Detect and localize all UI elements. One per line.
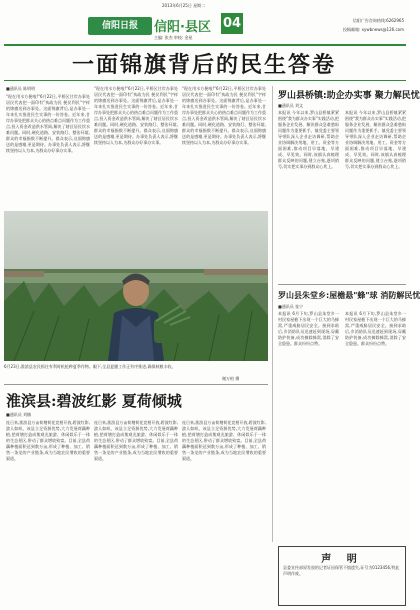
huaibin-headline: 淮滨县:碧波红影 夏荷倾城 — [6, 392, 182, 410]
ad-hotline: 信阳广告咨询热线:6262965 — [352, 18, 404, 23]
header-rule — [4, 44, 406, 46]
luoshan-byline: ■通讯员 刘文 — [278, 103, 304, 108]
editor-credits: 主编: 张杰 审校: 金星 — [154, 35, 193, 40]
right-rule — [278, 284, 406, 285]
main-body-col1: "现在用水方便啦!"6月22日,平桥区甘岸办事处居民代表把一面印有"执政为民 便民利民"字样的锦旗送到办事处。这面锦旗背后,是办事处一年来扎实推进民生实事的一份答卷。近年来,甘岸办事处把群众关心的热点难点问题作为工作重点,投入资金改造供水管网,解决了辖区居民饮水难问题。同时,硬化道路、安装路灯、整治环境,群众的幸福指数不断提升。群众表示,这面锦旗送的是感谢,更是期待。办事处负责人表示,将继续坚持以人为本,为群众办好事办实事。 — [6, 94, 90, 153]
main-byline: ■通讯员 陈明明 — [6, 86, 36, 91]
main-body-col3: "现在用水方便啦!"6月22日,平桥区甘岸办事处居民代表把一面印有"执政为民 便民利民"字样的锦旗送到办事处。这面锦旗背后,是办事处一年来扎实推进民生实事的一份答卷。近年来,甘岸办事处把群众关心的热点难点问题作为工作重点,投入资金改造供水管网,解决了辖区居民饮水难问题。同时,硬化道路、安装路灯、整治环境,群众的幸福指数不断提升。群众表示,这面锦旗送的是感谢,更是期待。办事处负责人表示,将继续坚持以人为本,为群众办好事办实事。 — [182, 86, 266, 145]
luoshan-headline: 罗山县桥镇:助企办实事 聚力解民忧 — [278, 91, 420, 101]
zhutang-body-col1: 本报讯 6月下旬,罗山县朱堂乡一村民家屋檐下出现一个巨大的马蜂窝,严重威胁居民安全。接到求助后,乡消防队员迅速赶到现场,穿戴防护装备,成功摘除蜂窝,消除了安全隐患。群众纷纷点赞。 — [278, 311, 339, 346]
huaibin-body-col2: 连日来,淮滨县万亩荷塘荷花竞相开放,碧波红影,游人如织。该县立足资源优势,大力发展荷藕种植,把荷塘打造成集观光旅游、休闲娱乐于一体的生态景区,带动了群众增收致富。目前,全县荷藕种植面积达到数万亩,形成了种植、加工、销售一条龙的产业链条,成为当地农民增收的重要渠道。 — [94, 420, 178, 461]
masthead — [88, 8, 406, 42]
zhutang-body-col2: 本报讯 6月下旬,罗山县朱堂乡一村民家屋檐下出现一个巨大的马蜂窝,严重威胁居民安全。接到求助后,乡消防队员迅速赶到现场,穿戴防护装备,成功摘除蜂窝,消除了安全隐患。群众纷纷点赞。 — [345, 311, 406, 346]
submission-email: 投稿邮箱: xywbnews@126.com — [343, 27, 404, 32]
section-title: 信阳·县区 — [154, 20, 211, 35]
huaibin-body-col1: 连日来,淮滨县万亩荷塘荷花竞相开放,碧波红影,游人如织。该县立足资源优势,大力发展荷藕种植,把荷塘打造成集观光旅游、休闲娱乐于一体的生态景区,带动了群众增收致富。目前,全县荷藕种植面积达到数万亩,形成了种植、加工、销售一条龙的产业链条,成为当地农民增收的重要渠道。 — [6, 420, 90, 461]
huaibin-body-col3: 连日来,淮滨县万亩荷塘荷花竞相开放,碧波红影,游人如织。该县立足资源优势,大力发展荷藕种植,把荷塘打造成集观光旅游、休闲娱乐于一体的生态景区,带动了群众增收致富。目前,全县荷藕种植面积达到数万亩,形成了种植、加工、销售一条龙的产业链条,成为当地农民增收的重要渠道。 — [182, 420, 266, 461]
main-body-col2: "现在用水方便啦!"6月22日,平桥区甘岸办事处居民代表把一面印有"执政为民 便民利民"字样的锦旗送到办事处。这面锦旗背后,是办事处一年来扎实推进民生实事的一份答卷。近年来,甘岸办事处把群众关心的热点难点问题作为工作重点,投入资金改造供水管网,解决了辖区居民饮水难问题。同时,硬化道路、安装路灯、整治环境,群众的幸福指数不断提升。群众表示,这面锦旗送的是感谢,更是期待。办事处负责人表示,将继续坚持以人为本,为群众办好事办实事。 — [94, 86, 178, 145]
luoshan-body-col2: 本报讯 今年以来,罗山县桥镇紧紧围绕"我为群众办实事"实践活动,把服务企业发展、解决群众急难愁盼问题作为重要抓手。镇党委主要领导带队深入企业走访调研,帮助企业协调解决用地、用工、资金等方面困难,推动项目早落地、早建成、早见效。同时,该镇认真梳理群众反映的问题,建立台账,逐项销号,切实把实事办到群众心坎上。 — [345, 110, 406, 169]
lower-rule — [4, 384, 268, 385]
date-line: 2013年6月25日 星期二 — [162, 3, 206, 8]
huaibin-byline: ■通讯员 刘楠 — [6, 412, 32, 417]
farmer-photo — [4, 211, 268, 361]
photo-caption: 6月23日,淮滨县农民抓住有利时机抢种夏季作物。眼下,全县夏播工作正有序推进,确保秋粮丰收。 — [4, 364, 176, 369]
notice-box — [278, 546, 406, 606]
column-divider — [272, 86, 273, 542]
zhutang-headline: 罗山县朱堂乡:屋檐悬"蜂"球 消防解民忧 — [278, 291, 420, 300]
luoshan-body-col1: 本报讯 今年以来,罗山县桥镇紧紧围绕"我为群众办实事"实践活动,把服务企业发展、解决群众急难愁盼问题作为重要抓手。镇党委主要领导带队深入企业走访调研,帮助企业协调解决用地、用工、资金等方面困难,推动项目早落地、早建成、早见效。同时,该镇认真梳理群众反映的问题,建立台账,逐项销号,切实把实事办到群众心坎上。 — [278, 110, 339, 169]
photo-credit: 谢万柏 摄 — [222, 376, 240, 381]
zhutang-byline: ■通讯员 张宁 — [278, 304, 304, 309]
headline-rule — [4, 80, 406, 81]
notice-title: 声 明 — [321, 554, 363, 565]
page-number: 04 — [221, 13, 243, 34]
paper-logo: 信阳日报 — [88, 17, 152, 35]
notice-body: 县委宣传部原发放的记者证因保管不慎遗失,证号为0123456,特此声明作废。 — [283, 565, 400, 576]
main-headline: 一面锦旗背后的民生答卷 — [71, 52, 336, 78]
